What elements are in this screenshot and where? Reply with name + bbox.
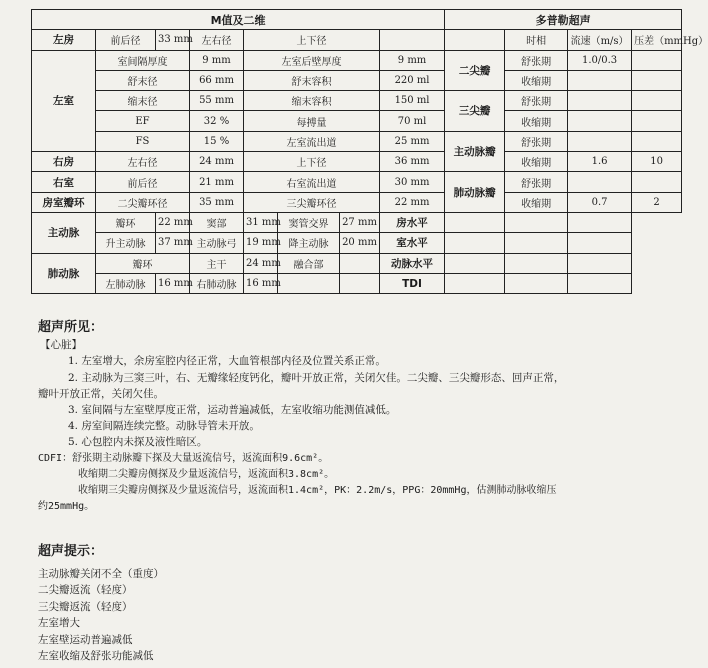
finding-line: 4. 房室间隔连续完整。动脉导管未开放。: [68, 420, 260, 433]
table-cell: 升主动脉: [96, 233, 156, 253]
table-cell: 上下径: [244, 30, 380, 50]
table-row: [32, 192, 682, 212]
table-cell: 瓣环: [96, 212, 156, 232]
table-cell: 24 mm: [244, 253, 278, 273]
table-cell: [568, 253, 632, 273]
table-label-cell: 二尖瓣: [445, 50, 505, 91]
table-label-cell: 室水平: [380, 233, 445, 253]
table-cell: 舒张期: [505, 50, 568, 70]
table-label-cell: 左室: [32, 50, 96, 151]
table-cell: 缩末容积: [244, 91, 380, 111]
table-row: [32, 70, 682, 90]
table-cell: [445, 273, 505, 293]
table-cell: 0.7: [568, 192, 632, 212]
table-row: [32, 172, 682, 192]
table-label-cell: 肺动脉: [32, 253, 96, 294]
table-cell: [632, 70, 682, 90]
table-cell: 流速（m/s）: [568, 30, 632, 50]
table-cell: 舒张期: [505, 172, 568, 192]
table-cell: [632, 131, 682, 151]
table-row: [32, 111, 682, 131]
table-row: [32, 50, 682, 70]
findings-heading: 超声所见：: [38, 320, 104, 335]
table-cell: 左右径: [96, 152, 190, 172]
table-cell: 收缩期: [505, 111, 568, 131]
table-cell: 22 mm: [380, 192, 445, 212]
table-cell: 55 mm: [190, 91, 244, 111]
table-cell: 1.6: [568, 152, 632, 172]
finding-line: 1. 左室增大，余房室腔内径正常，大血管根部内径及位置关系正常。: [68, 355, 386, 368]
impression-item: 主动脉瓣关闭不全（重度）: [38, 567, 164, 580]
table-cell: 上下径: [244, 152, 380, 172]
finding-line: 5. 心包腔内未探及液性暗区。: [68, 436, 208, 449]
table-cell: [505, 253, 568, 273]
table-cell: 1.0/0.3: [568, 50, 632, 70]
table-cell: [445, 233, 505, 253]
table-cell: 右室流出道: [244, 172, 380, 192]
table-cell: 220 ml: [380, 70, 445, 90]
table-cell: [568, 131, 632, 151]
table-cell: [445, 30, 505, 50]
table-cell: 150 ml: [380, 91, 445, 111]
table-cell: [445, 212, 505, 232]
table-cell: 融合部: [278, 253, 340, 273]
table-cell: 舒张期: [505, 131, 568, 151]
table-cell: [380, 30, 445, 50]
table-cell: 时相: [505, 30, 568, 50]
table-cell: [505, 212, 568, 232]
table-row: [32, 152, 682, 172]
table-cell: 瓣环: [96, 253, 190, 273]
table-cell: [505, 273, 568, 293]
table-cell: 舒张期: [505, 91, 568, 111]
cdfi-block: [38, 451, 668, 516]
table-cell: 三尖瓣环径: [244, 192, 380, 212]
cdfi-line: 收缩期二尖瓣房侧探及少量返流信号，返流面积3.8cm²。: [78, 468, 335, 480]
table-label-cell: TDI: [380, 273, 445, 293]
table-label-cell: 主动脉瓣: [445, 131, 505, 172]
cdfi-line: 约25mmHg。: [38, 501, 95, 513]
table-cell: 前后径: [96, 30, 156, 50]
table-row: [32, 253, 682, 273]
table-label-cell: 动脉水平: [380, 253, 445, 273]
table-cell: EF: [96, 111, 190, 131]
table-cell: [632, 91, 682, 111]
table-cell: 主干: [190, 253, 244, 273]
table-cell: 二尖瓣环径: [96, 192, 190, 212]
table-cell: 右肺动脉: [190, 273, 244, 293]
table-cell: 主动脉弓: [190, 233, 244, 253]
table-cell: 压差（mmHg）: [632, 30, 682, 50]
table-cell: [568, 70, 632, 90]
table-cell: [568, 212, 632, 232]
measurement-table: [31, 9, 708, 294]
table-cell: 收缩期: [505, 152, 568, 172]
table-row: [32, 233, 682, 253]
table-cell: [340, 253, 380, 273]
table-cell: 35 mm: [190, 192, 244, 212]
table-cell: [568, 172, 632, 192]
table-cell: [568, 233, 632, 253]
table-row: [32, 10, 682, 30]
table-cell: 舒末容积: [244, 70, 380, 90]
table-label-cell: 右室: [32, 172, 96, 192]
table-label-cell: 房室瓣环: [32, 192, 96, 212]
table-cell: 66 mm: [190, 70, 244, 90]
table-label-cell: 左房: [32, 30, 96, 50]
table-cell: 32 %: [190, 111, 244, 131]
table-cell: [568, 111, 632, 131]
table-cell: [340, 273, 380, 293]
table-cell: 21 mm: [190, 172, 244, 192]
table-cell: 降主动脉: [278, 233, 340, 253]
table-cell: 左肺动脉: [96, 273, 156, 293]
finding-line: 3. 室间隔与左室壁厚度正常，运动普遍减低，左室收缩功能测值减低。: [68, 404, 397, 417]
table-cell: 19 mm: [244, 233, 278, 253]
table-cell: [632, 172, 682, 192]
table-cell: [568, 91, 632, 111]
impression-item: 三尖瓣返流（轻度）: [38, 600, 133, 613]
finding-line: 2. 主动脉为三窦三叶，右、无瓣缘轻度钙化，瓣叶开放正常，关闭欠佳。二尖瓣、三尖瓣形态、回声正常，: [68, 371, 565, 384]
table-cell: 9 mm: [380, 50, 445, 70]
table-cell: 36 mm: [380, 152, 445, 172]
impression-item: 左室增大: [38, 617, 80, 629]
table-cell: 15 %: [190, 131, 244, 151]
table-cell: 70 ml: [380, 111, 445, 131]
table-cell: 31 mm: [244, 212, 278, 232]
table-header-cell: M值及二维: [32, 10, 445, 30]
section-label: 【心脏】: [40, 339, 82, 352]
table-row: [32, 273, 682, 293]
table-cell: 窦部: [190, 212, 244, 232]
table-label-cell: 肺动脉瓣: [445, 172, 505, 213]
table-label-cell: 房水平: [380, 212, 445, 232]
table-cell: [632, 50, 682, 70]
finding-line: 瓣叶开放正常，关闭欠佳。: [38, 387, 164, 400]
impression-section: [38, 544, 638, 665]
table-cell: 左室流出道: [244, 131, 380, 151]
findings-section: [38, 320, 668, 515]
table-cell: 24 mm: [190, 152, 244, 172]
table-row: [32, 91, 682, 111]
table-cell: 每搏量: [244, 111, 380, 131]
table-cell: 37 mm: [156, 233, 190, 253]
table-cell: 2: [632, 192, 682, 212]
table-cell: 10: [632, 152, 682, 172]
table-cell: 16 mm: [156, 273, 190, 293]
table-cell: 22 mm: [156, 212, 190, 232]
table-row: [32, 212, 682, 232]
cdfi-line: CDFI：舒张期主动脉瓣下探及大量返流信号，返流面积9.6cm²。: [38, 452, 329, 464]
impression-item: 左室收缩及舒张功能减低: [38, 650, 154, 662]
table-cell: [568, 273, 632, 293]
table-cell: 室间隔厚度: [96, 50, 190, 70]
table-cell: 前后径: [96, 172, 190, 192]
table-cell: 25 mm: [380, 131, 445, 151]
cdfi-line: 收缩期三尖瓣房侧探及少量返流信号，返流面积1.4cm²，PK：2.2m/s，PPG：20mmHg，估测肺动脉收缩压: [78, 485, 557, 497]
table-cell: 30 mm: [380, 172, 445, 192]
table-cell: 20 mm: [340, 233, 380, 253]
table-cell: 27 mm: [340, 212, 380, 232]
table-cell: 16 mm: [244, 273, 278, 293]
table-label-cell: 主动脉: [32, 212, 96, 253]
impression-item: 二尖瓣返流（轻度）: [38, 584, 133, 596]
table-header-cell: 多普勒超声: [445, 10, 682, 30]
table-label-cell: 三尖瓣: [445, 91, 505, 132]
impression-item: 左室壁运动普遍减低: [38, 633, 133, 646]
table-row: [32, 30, 682, 50]
table-cell: 收缩期: [505, 70, 568, 90]
table-cell: 左室后壁厚度: [244, 50, 380, 70]
table-cell: 缩末径: [96, 91, 190, 111]
table-cell: [278, 273, 340, 293]
table-cell: 窦管交界: [278, 212, 340, 232]
table-cell: [632, 111, 682, 131]
table-cell: 舒末径: [96, 70, 190, 90]
table-cell: 9 mm: [190, 50, 244, 70]
table-cell: [505, 233, 568, 253]
table-cell: 33 mm: [156, 30, 190, 50]
table-row: [32, 131, 682, 151]
table-cell: 左右径: [190, 30, 244, 50]
table-cell: [445, 253, 505, 273]
table-cell: FS: [96, 131, 190, 151]
table-cell: 收缩期: [505, 192, 568, 212]
table-label-cell: 右房: [32, 152, 96, 172]
impression-heading: 超声提示：: [38, 544, 104, 559]
